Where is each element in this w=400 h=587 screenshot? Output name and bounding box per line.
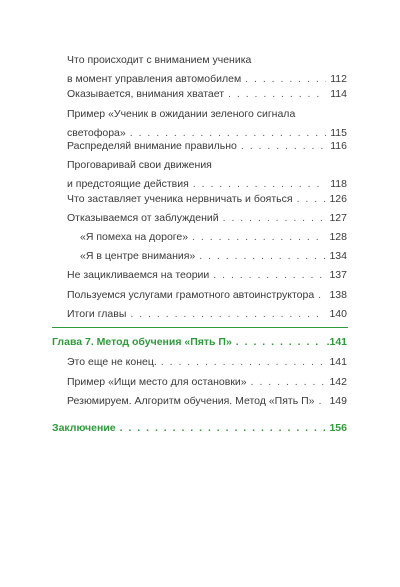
toc-chapter-heading <box>52 333 347 352</box>
dot-leader <box>223 209 326 228</box>
dot-leader <box>213 266 325 285</box>
toc-entry-title: Что заставляет ученика нервничать и бояться <box>67 193 293 205</box>
toc-page-number: 115 <box>330 127 347 139</box>
toc-page-number: 141 <box>329 356 347 368</box>
toc-entry-title: Проговаривай свои движения <box>67 159 212 171</box>
dot-leader <box>120 419 326 438</box>
dot-leader <box>319 392 326 411</box>
toc-subentry <box>80 247 347 266</box>
dot-leader <box>318 286 325 305</box>
toc-entry-title: Отказываемся от заблуждений <box>67 212 219 224</box>
toc-entry-title-continuation: и предстоящие действия <box>67 178 189 190</box>
dot-leader <box>161 353 326 372</box>
toc-entry <box>67 156 347 194</box>
dot-leader <box>297 190 326 209</box>
toc-page-number: 128 <box>329 231 347 243</box>
toc-page-number: 114 <box>330 88 347 100</box>
toc-entry <box>67 51 347 89</box>
conclusion-title: Заключение <box>52 422 116 434</box>
toc-entry-title: Распределяй внимание правильно <box>67 140 237 152</box>
dot-leader <box>241 137 326 156</box>
toc-entry-title: Итоги главы <box>67 308 127 320</box>
toc-subentry <box>80 228 347 247</box>
toc-page-number: 118 <box>330 178 347 190</box>
dot-leader <box>130 305 325 324</box>
toc-page-number: 126 <box>329 193 347 205</box>
dot-leader <box>192 228 325 247</box>
toc-conclusion <box>52 419 347 438</box>
toc-entry-title: Резюмируем. Алгоритм обучения. Метод «Пять П» <box>67 395 315 407</box>
toc-entry-title: Пример «Ищи место для остановки» <box>67 376 247 388</box>
toc-entry-title-continuation: в момент управления автомобилем <box>67 73 242 85</box>
toc-entry <box>67 137 347 156</box>
toc-page-number: 116 <box>330 140 347 152</box>
toc-entry-title-continuation: светофора» <box>67 127 126 139</box>
toc-page-number: 112 <box>330 73 347 85</box>
toc-entry <box>67 353 347 372</box>
dot-leader <box>251 373 326 392</box>
toc-page-number: 127 <box>329 212 347 224</box>
toc-page-number: 138 <box>329 289 347 301</box>
chapter-divider <box>52 327 348 328</box>
toc-entry <box>67 266 347 285</box>
toc-entry <box>67 209 347 228</box>
toc-entry <box>67 286 347 305</box>
toc-page-number: 134 <box>329 250 347 262</box>
chapter-title: Глава 7. Метод обучения «Пять П» <box>52 336 232 348</box>
toc-page-number: 142 <box>329 376 347 388</box>
toc-entry <box>67 85 347 104</box>
toc-page-number: 140 <box>329 308 347 320</box>
toc-entry-title: Не зацикливаемся на теории <box>67 269 210 281</box>
toc-entry <box>67 305 347 324</box>
toc-page-number: .141 <box>326 336 347 348</box>
toc-entry-title: Пользуемся услугами грамотного автоинструктора <box>67 289 315 301</box>
toc-entry-title: Что происходит с вниманием ученика <box>67 54 252 66</box>
toc-page-number: 156 <box>329 422 347 434</box>
toc-page-number: 137 <box>329 269 347 281</box>
toc-page-number: 149 <box>329 395 347 407</box>
toc-entry-title: «Я в центре внимания» <box>80 250 196 262</box>
toc-entry <box>67 373 347 392</box>
toc-entry <box>67 190 347 209</box>
toc-entry-title: Оказывается, внимания хватает <box>67 88 225 100</box>
dot-leader <box>228 85 326 104</box>
toc-entry-title: Пример «Ученик в ожидании зеленого сигнала <box>67 108 296 120</box>
dot-leader <box>199 247 325 266</box>
toc-entry <box>67 392 347 411</box>
dot-leader <box>236 333 323 352</box>
toc-entry-title: Это еще не конец. <box>67 356 157 368</box>
toc-entry-title: «Я помеха на дороге» <box>80 231 189 243</box>
